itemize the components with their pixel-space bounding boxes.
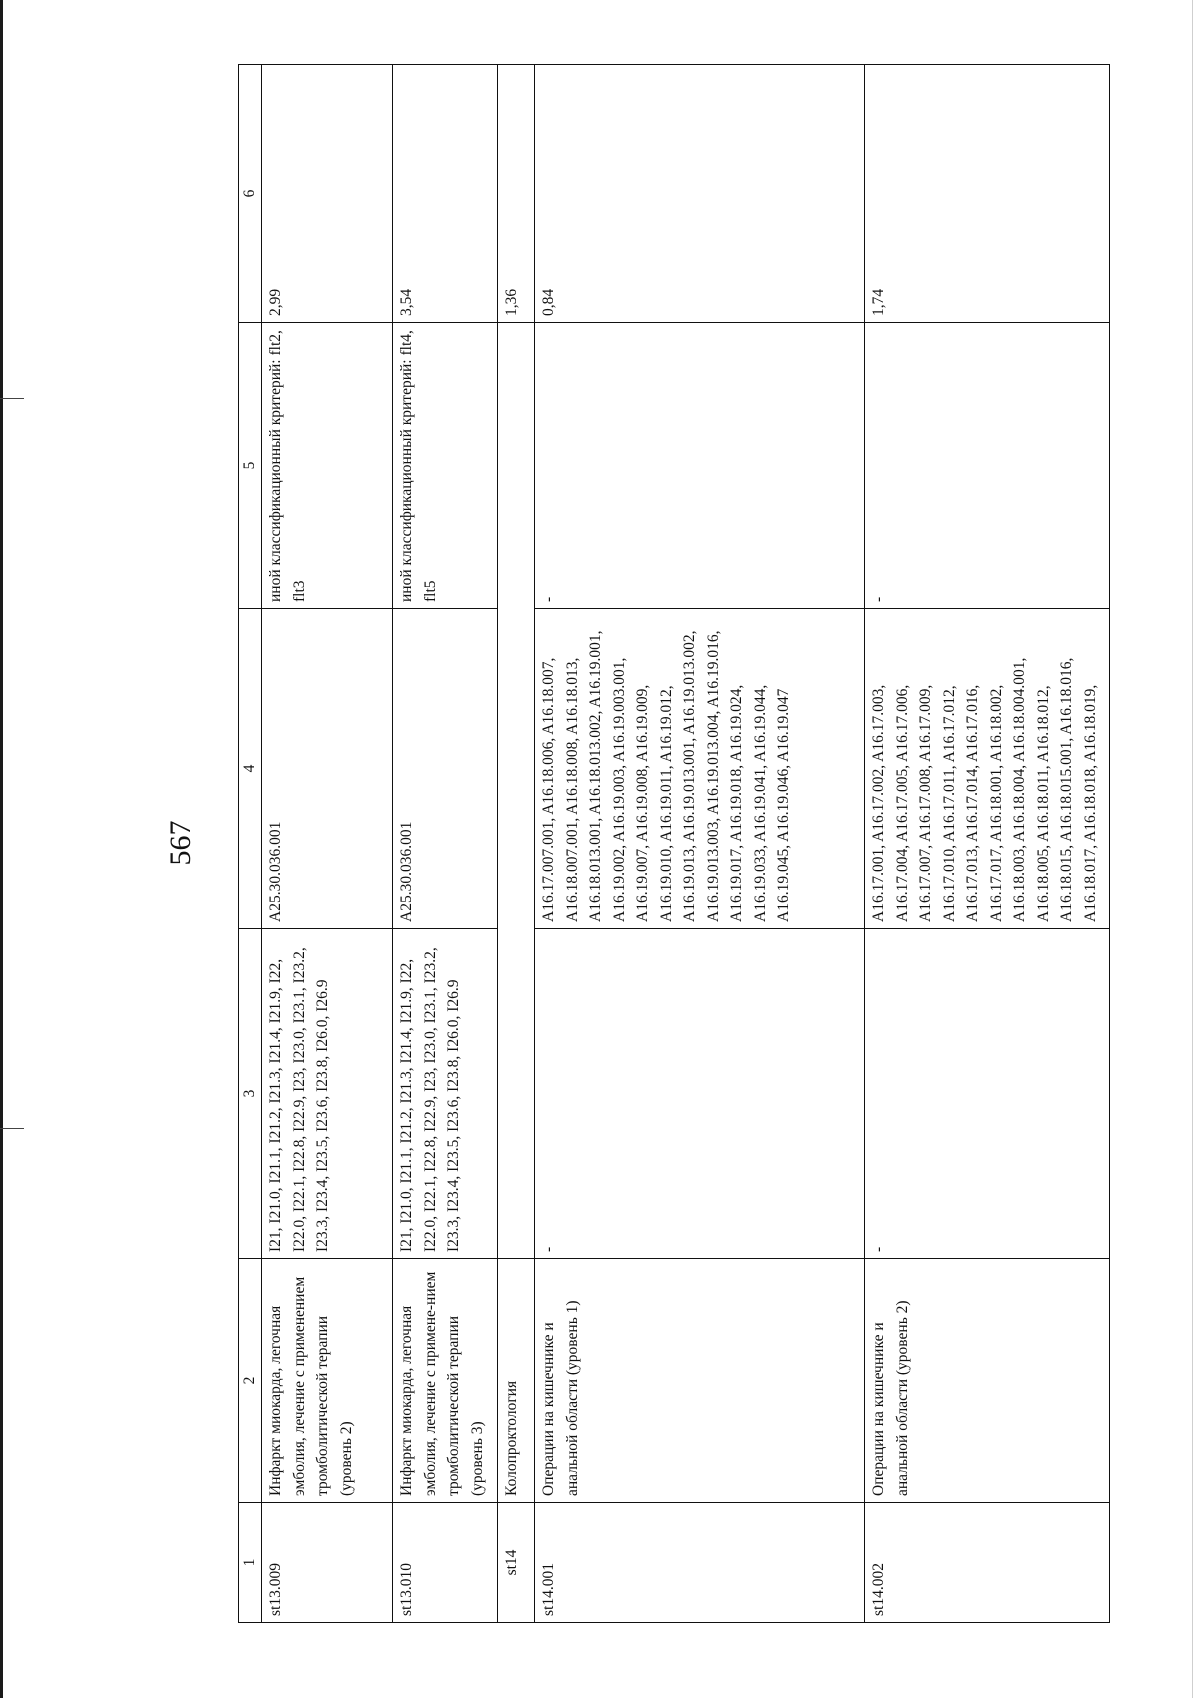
row-name: Инфаркт миокарда, легочная эмболия, лечение с применением тромболитической терапии (уровень 2) <box>262 1259 393 1503</box>
row-coefficient: 3,54 <box>393 65 498 323</box>
row-other-criteria: - <box>865 323 1110 609</box>
row-name: Операции на кишечнике и анальной области (уровень 1) <box>535 1259 865 1503</box>
row-coefficient: 0,84 <box>535 65 865 323</box>
row-name: Операции на кишечнике и анальной области (уровень 2) <box>865 1259 1110 1503</box>
scan-left-edge <box>0 0 3 1698</box>
row-icd-codes: I21, I21.0, I21.1, I21.2, I21.3, I21.4, I21.9, I22, I22.0, I22.1, I22.8, I22.9, I23, I23.0, I23.1, I23.2, I23.3, I23.4, I23.5, I23.6, I23.8, I26.0, I26.9 <box>393 929 498 1259</box>
rotated-page <box>152 63 1102 1623</box>
row-code: st13.010 <box>393 1503 498 1623</box>
table-row <box>865 65 1110 1623</box>
row-coefficient: 1,74 <box>865 65 1110 323</box>
row-service-codes: A25.30.036.001 <box>393 609 498 929</box>
column-header: 3 <box>239 929 262 1259</box>
row-icd-codes: - <box>865 929 1110 1259</box>
row-icd-codes: I21, I21.0, I21.1, I21.2, I21.3, I21.4, I21.9, I22, I22.0, I22.1, I22.8, I22.9, I23, I23.0, I23.1, I23.2, I23.3, I23.4, I23.5, I23.6, I23.8, I26.0, I26.9 <box>262 929 393 1259</box>
section-spacer <box>498 609 535 929</box>
row-other-criteria: иной классификационный критерий: flt4, flt5 <box>393 323 498 609</box>
section-coefficient: 1,36 <box>498 65 535 323</box>
scan-mark <box>0 398 24 399</box>
row-icd-codes: - <box>535 929 865 1259</box>
table-row <box>393 65 498 1623</box>
table-row <box>262 65 393 1623</box>
column-header: 1 <box>239 1503 262 1623</box>
column-header: 2 <box>239 1259 262 1503</box>
row-code: st14.001 <box>535 1503 865 1623</box>
row-code: st14.002 <box>865 1503 1110 1623</box>
scan-right-edge <box>1192 0 1193 1698</box>
column-header: 4 <box>239 609 262 929</box>
row-code: st13.009 <box>262 1503 393 1623</box>
page-number: 567 <box>164 820 197 866</box>
tariff-table <box>238 64 1110 1623</box>
header-row <box>239 65 262 1623</box>
column-header: 5 <box>239 323 262 609</box>
section-spacer <box>498 929 535 1259</box>
row-service-codes: A16.17.001, A16.17.002, A16.17.003, A16.17.004, A16.17.005, A16.17.006, A16.17.007, A16.17.008, A16.17.009, A16.17.010, A16.17.011, A16.17.012, A16.17.013, A16.17.014, A16.17.016, A16.17.017, A16.18.001, A16.18.002, A16.18.003, A16.18.004, A16.18.004.001, A16.18.005, A16.18.011, A16.18.012, A16.18.015, A16.18.015.001, A16.18.016, A16.18.017, A16.18.018, A16.18.019, <box>865 609 1110 929</box>
row-name: Инфаркт миокарда, легочная эмболия, лечение с примене-нием тромболитической терапии (уровень 3) <box>393 1259 498 1503</box>
row-other-criteria: иной классификационный критерий: flt2, flt3 <box>262 323 393 609</box>
section-spacer <box>498 323 535 609</box>
row-coefficient: 2,99 <box>262 65 393 323</box>
row-other-criteria: - <box>535 323 865 609</box>
scan-mark <box>0 1128 24 1129</box>
section-row <box>498 65 535 1623</box>
row-service-codes: A25.30.036.001 <box>262 609 393 929</box>
section-title: Колопроктология <box>498 1259 535 1503</box>
section-code: st14 <box>498 1503 535 1623</box>
row-service-codes: A16.17.007.001, A16.18.006, A16.18.007, A16.18.007.001, A16.18.008, A16.18.013, A16.18.013.001, A16.18.013.002, A16.19.001, A16.19.002, A16.19.003, A16.19.003.001, A16.19.007, A16.19.008, A16.19.009, A16.19.010, A16.19.011, A16.19.012, A16.19.013, A16.19.013.001, A16.19.013.002, A16.19.013.003, A16.19.013.004, A16.19.016, A16.19.017, A16.19.018, A16.19.024, A16.19.033, A16.19.041, A16.19.044, A16.19.045, A16.19.046, A16.19.047 <box>535 609 865 929</box>
column-header: 6 <box>239 65 262 323</box>
table-row <box>535 65 865 1623</box>
